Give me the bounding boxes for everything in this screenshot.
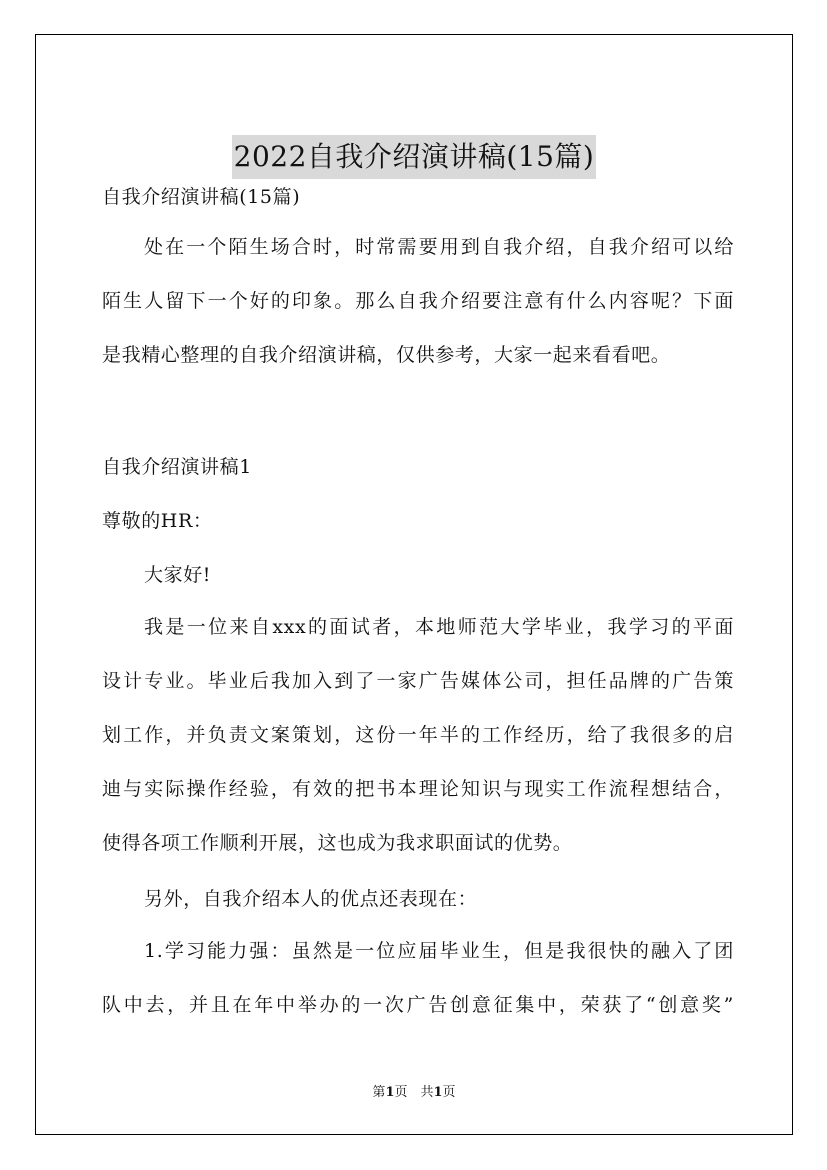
paragraph-line: 另外，自我介绍本人的优点还表现在：	[144, 888, 478, 910]
document-title: 2022自我介绍演讲稿(15篇)	[232, 135, 597, 179]
section-heading: 自我介绍演讲稿1	[102, 456, 252, 478]
footer-mid: 页 共	[394, 1085, 434, 1100]
footer-page-number: 1	[385, 1085, 395, 1100]
footer-total-pages: 1	[433, 1085, 443, 1100]
greeting-line: 大家好!	[144, 564, 212, 586]
paragraph-line: 陌生人留下一个好的印象。那么自我介绍要注意有什么内容呢？下面	[102, 290, 734, 312]
paragraph-line: 迪与实际操作经验，有效的把书本理论知识与现实工作流程想结合，	[102, 778, 734, 800]
title-wrap	[36, 135, 792, 179]
footer-prefix: 第	[372, 1085, 386, 1100]
paragraph-line: 是我精心整理的自我介绍演讲稿，仅供参考，大家一起来看看吧。	[102, 344, 671, 366]
paragraph-line: 队中去，并且在年中举办的一次广告创意征集中，荣获了“创意奖”	[102, 994, 734, 1016]
salutation-line: 尊敬的HR：	[102, 510, 213, 532]
document-page	[35, 34, 793, 1135]
paragraph-line: 处在一个陌生场合时，时常需要用到自我介绍，自我介绍可以给	[144, 236, 734, 258]
paragraph-line: 我是一位来自xxx的面试者，本地师范大学毕业，我学习的平面	[144, 616, 734, 638]
paragraph-line: 使得各项工作顺利开展，这也成为我求职面试的优势。	[102, 832, 573, 854]
paragraph-line: 设计专业。毕业后我加入到了一家广告媒体公司，担任品牌的广告策	[102, 670, 734, 692]
footer-suffix: 页	[442, 1085, 456, 1100]
paragraph-line: 1.学习能力强：虽然是一位应届毕业生，但是我很快的融入了团	[144, 940, 734, 962]
paragraph-line: 划工作，并负责文案策划，这份一年半的工作经历，给了我很多的启	[102, 724, 734, 746]
page-footer	[36, 1084, 792, 1102]
subtitle-line: 自我介绍演讲稿(15篇)	[102, 186, 301, 208]
